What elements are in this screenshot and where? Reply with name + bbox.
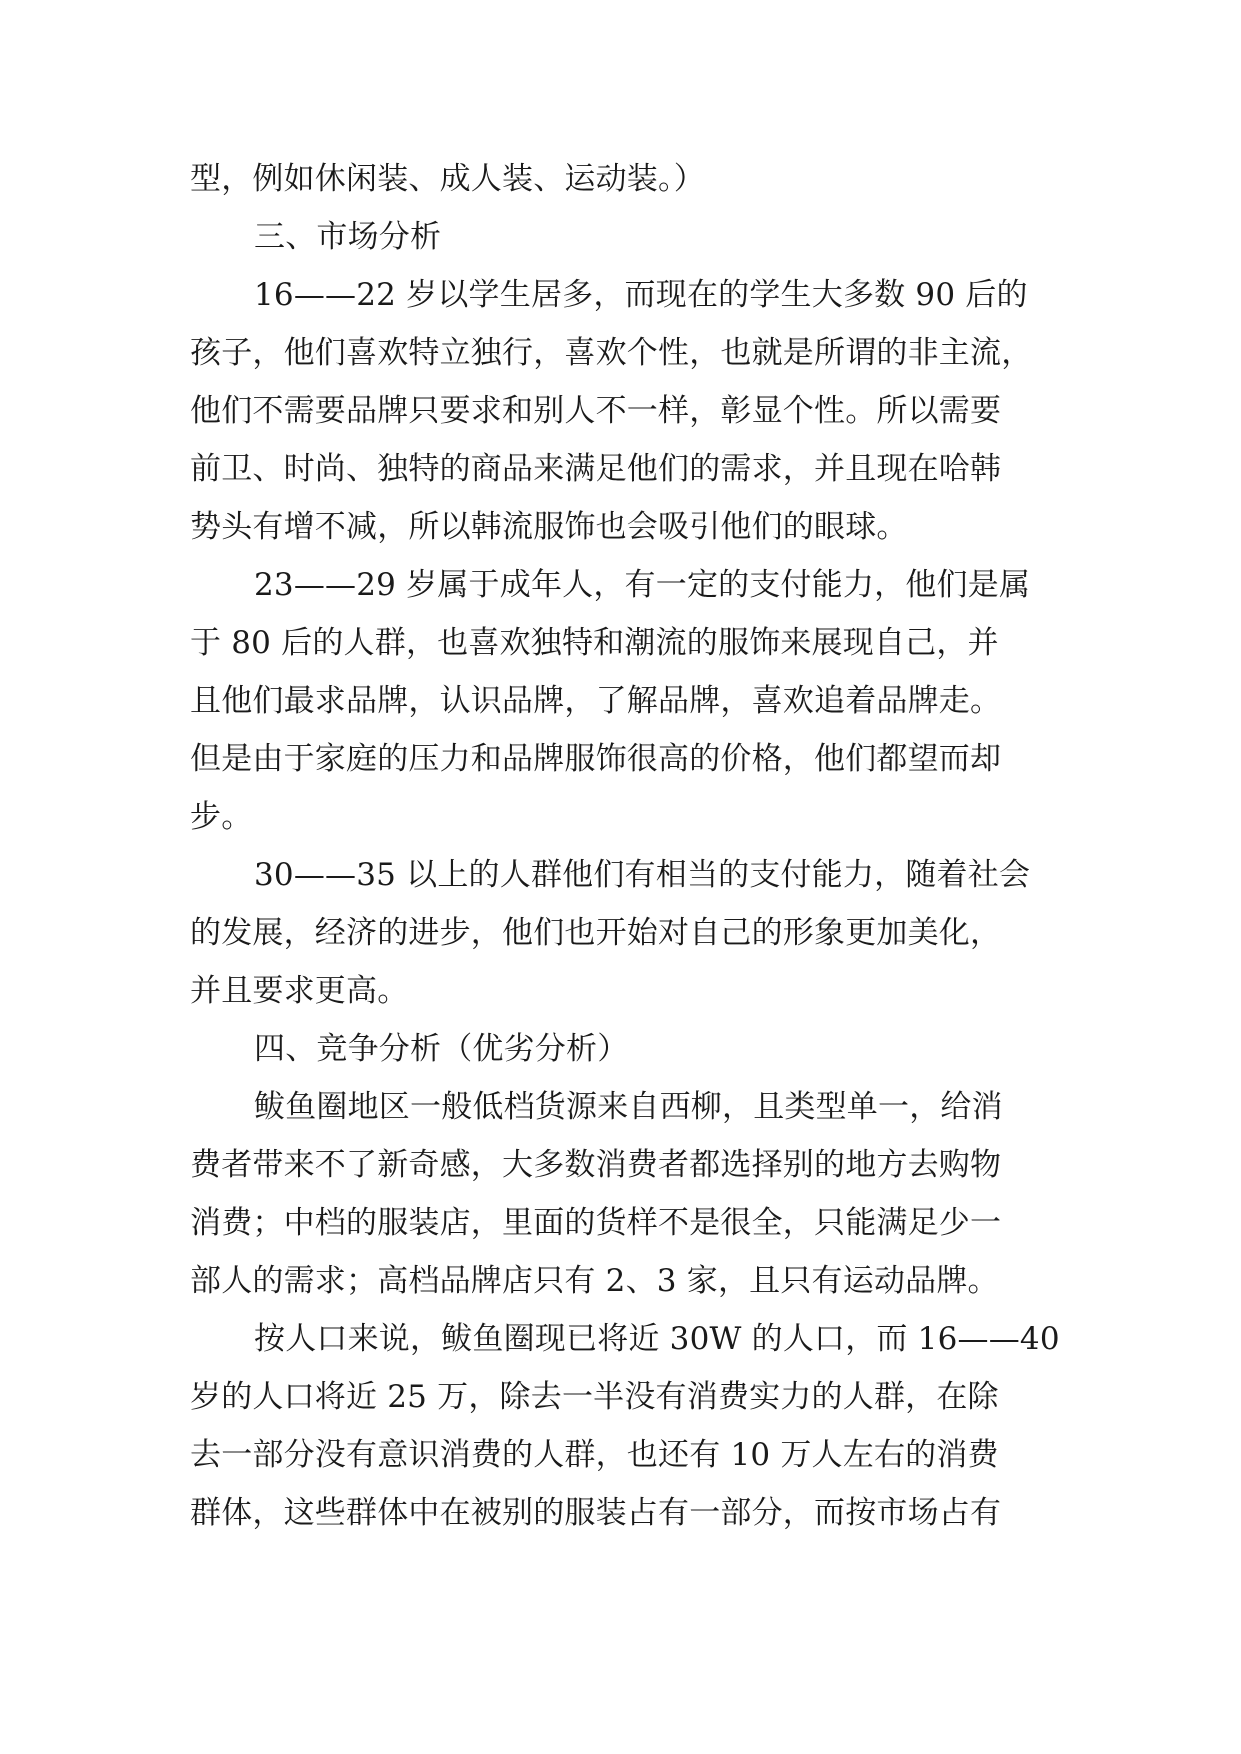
text-line: 步。	[190, 799, 253, 835]
text-line: 并且要求更高。	[190, 973, 409, 1009]
section-heading: 三、市场分析	[254, 219, 442, 255]
text-line: 但是由于家庭的压力和品牌服饰很高的价格，他们都望而却	[190, 741, 1002, 777]
text-line: 且他们最求品牌，认识品牌，了解品牌，喜欢追着品牌走。	[190, 683, 1002, 719]
text-line: 的发展，经济的进步，他们也开始对自己的形象更加美化，	[190, 915, 1002, 951]
text-line: 孩子，他们喜欢特立独行，喜欢个性，也就是所谓的非主流，	[190, 335, 1033, 371]
text-line: 群体，这些群体中在被别的服装占有一部分，而按市场占有	[190, 1495, 1002, 1531]
text-line: 于 80 后的人群，也喜欢独特和潮流的服饰来展现自己，并	[190, 625, 999, 661]
section-heading: 四、竞争分析（优劣分析）	[254, 1031, 629, 1067]
text-line: 按人口来说，鲅鱼圈现已将近 30W 的人口，而 16——40	[254, 1321, 1060, 1357]
text-line: 消费；中档的服装店，里面的货样不是很全，只能满足少一	[190, 1205, 1002, 1241]
text-line: 前卫、时尚、独特的商品来满足他们的需求，并且现在哈韩	[190, 451, 1002, 487]
text-line: 他们不需要品牌只要求和别人不一样，彰显个性。所以需要	[190, 393, 1002, 429]
text-line: 势头有增不减，所以韩流服饰也会吸引他们的眼球。	[190, 509, 908, 545]
text-line: 23——29 岁属于成年人，有一定的支付能力，他们是属	[254, 567, 1031, 603]
document-body	[190, 150, 1070, 1542]
text-line: 岁的人口将近 25 万，除去一半没有消费实力的人群，在除	[190, 1379, 999, 1415]
text-line: 型，例如休闲装、成人装、运动装。）	[190, 161, 705, 197]
text-line: 鲅鱼圈地区一般低档货源来自西柳，且类型单一，给消	[254, 1089, 1003, 1125]
text-line: 16——22 岁以学生居多，而现在的学生大多数 90 后的	[254, 277, 1028, 313]
text-line: 去一部分没有意识消费的人群，也还有 10 万人左右的消费	[190, 1437, 999, 1473]
text-line: 费者带来不了新奇感，大多数消费者都选择别的地方去购物	[190, 1147, 1002, 1183]
text-line: 部人的需求；高档品牌店只有 2、3 家，且只有运动品牌。	[190, 1263, 999, 1299]
text-line: 30——35 以上的人群他们有相当的支付能力，随着社会	[254, 857, 1031, 893]
